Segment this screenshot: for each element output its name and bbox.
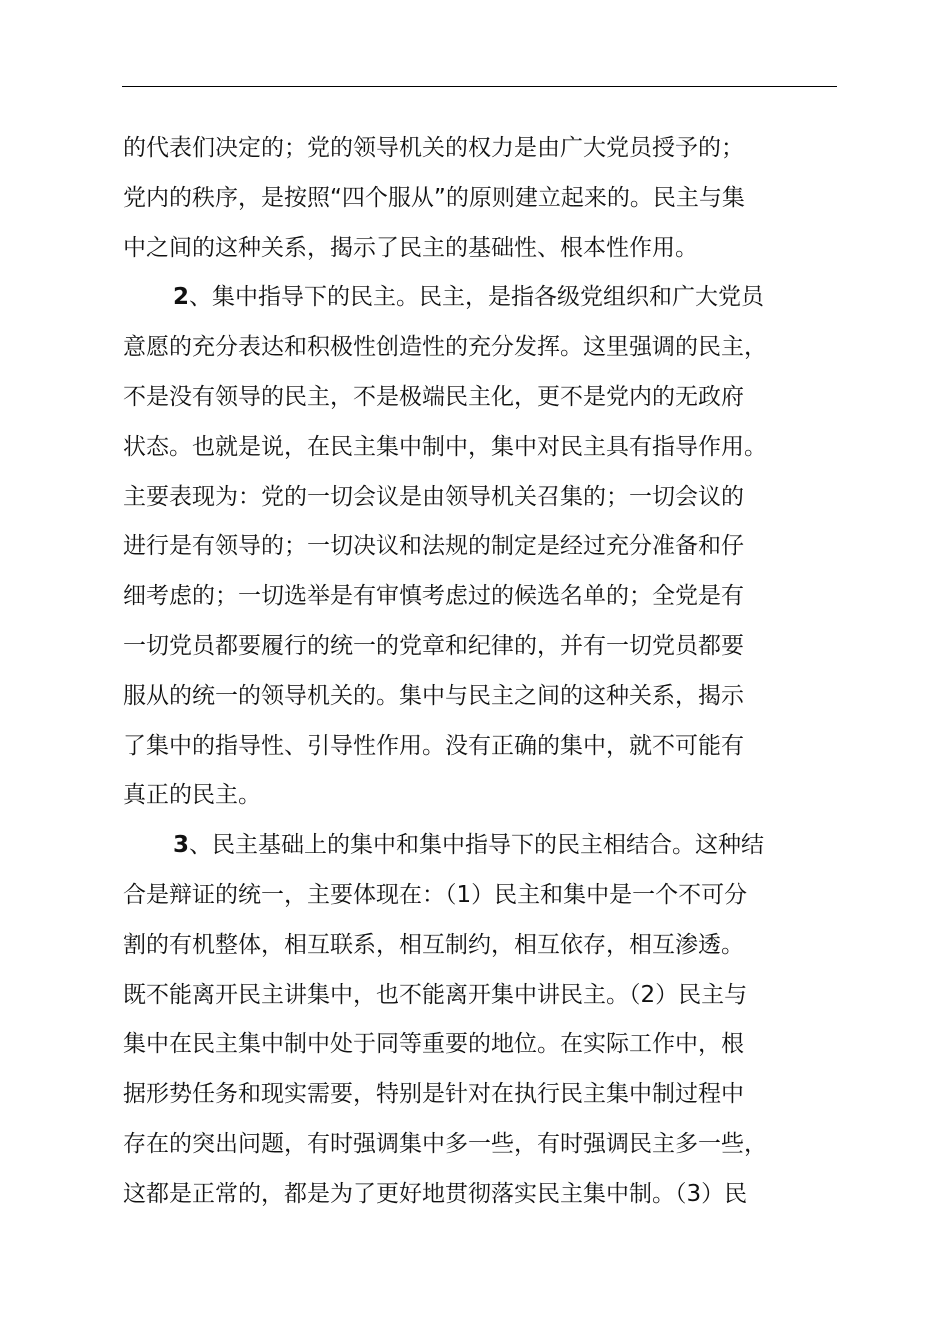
- text-line: 割的有机整体，相互联系，相互制约，相互依存，相互渗透。: [123, 931, 744, 958]
- text-fragment: 、民主基础上的集中和集中指导下的民主相结合。这种结: [189, 832, 765, 859]
- text-line: 据形势任务和现实需要，特别是针对在执行民主集中制过程中: [123, 1081, 744, 1108]
- text-line: 中之间的这种关系，揭示了民主的基础性、根本性作用。: [123, 234, 698, 261]
- text-line: 真正的民主。: [123, 782, 261, 809]
- paragraph-3: [123, 821, 858, 1219]
- paragraph-first-line: [123, 821, 858, 871]
- paragraph-number: 2: [173, 284, 190, 311]
- paragraph-2: [123, 273, 858, 821]
- text-line: 状态。也就是说，在民主集中制中，集中对民主具有指导作用。: [123, 433, 767, 460]
- text-line: 意愿的充分表达和积极性创造性的充分发挥。这里强调的民主，: [123, 334, 767, 361]
- header-rule: [122, 86, 837, 87]
- text-line: 主要表现为：党的一切会议是由领导机关召集的；一切会议的: [123, 483, 744, 510]
- text-line: 了集中的指导性、引导性作用。没有正确的集中，就不可能有: [123, 732, 744, 759]
- text-line: 不是没有领导的民主，不是极端民主化，更不是党内的无政府: [123, 383, 744, 410]
- text-line: 进行是有领导的；一切决议和法规的制定是经过充分准备和仔: [123, 533, 744, 560]
- text-line: 集中在民主集中制中处于同等重要的地位。在实际工作中，根: [123, 1031, 744, 1058]
- text-line: 党内的秩序，是按照“四个服从”的原则建立起来的。民主与集: [123, 184, 745, 211]
- text-line: 的代表们决定的；党的领导机关的权力是由广大党员授予的；: [123, 135, 744, 161]
- body-text: [123, 124, 858, 1220]
- paragraph-first-line: [123, 273, 858, 323]
- text-line: 合是辩证的统一，主要体现在：（1）民主和集中是一个不可分: [123, 881, 748, 908]
- text-line: 一切党员都要履行的统一的党章和纪律的，并有一切党员都要: [123, 632, 744, 659]
- text-line: 既不能离开民主讲集中，也不能离开集中讲民主。（2）民主与: [123, 981, 748, 1008]
- text-line: 存在的突出问题，有时强调集中多一些，有时强调民主多一些，: [123, 1130, 767, 1157]
- paragraph-number: 3: [173, 832, 190, 859]
- paragraph-1: [123, 124, 858, 273]
- text-line: 这都是正常的，都是为了更好地贯彻落实民主集中制。（3）民: [123, 1180, 748, 1207]
- text-line: 服从的统一的领导机关的。集中与民主之间的这种关系，揭示: [123, 682, 744, 709]
- text-line: 细考虑的；一切选举是有审慎考虑过的候选名单的；全党是有: [123, 583, 744, 610]
- text-fragment: 、集中指导下的民主。民主，是指各级党组织和广大党员: [189, 284, 765, 311]
